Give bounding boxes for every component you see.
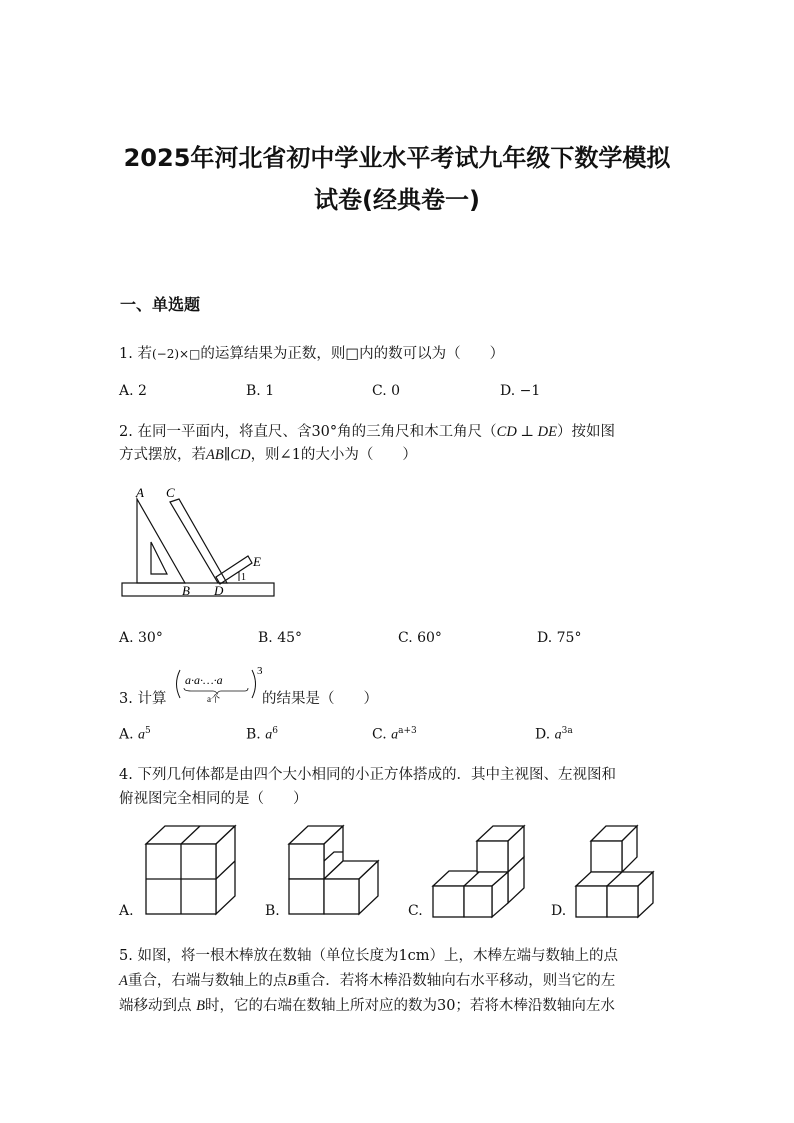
page-title: 2025年河北省初中学业水平考试九年级下数学模拟 <box>123 144 671 172</box>
q3-underbrace-label: a个 <box>207 694 220 704</box>
label-e: E <box>253 554 261 569</box>
label-b: B <box>182 583 190 598</box>
q1-option-c[interactable]: C. 0 <box>372 383 401 399</box>
triangle-shape <box>137 499 185 583</box>
q3-expression <box>171 664 267 708</box>
q1-option-a[interactable]: A. 2 <box>119 383 147 399</box>
q3-power: 3 <box>257 665 263 677</box>
q1-option-b[interactable]: B. 1 <box>246 383 275 399</box>
q4-option-b[interactable]: B. <box>265 903 280 919</box>
question-1-stem: 1. 若(−2)×□的运算结果为正数，则□内的数可以为（ ） <box>119 346 505 362</box>
question-5-line-2: A重合，右端与数轴上的点B重合．若将木棒沿数轴向右水平移动，则当它的左 <box>119 973 616 989</box>
question-4-line-1: 4. 下列几何体都是由四个大小相同的小正方体搭成的．其中主视图、左视图和 <box>119 767 616 783</box>
q3-option-c[interactable]: C. $a^{a+3}$ <box>372 726 417 743</box>
square-short-arm <box>216 556 252 584</box>
q3-option-a[interactable]: A. $a^5$ <box>119 726 151 743</box>
question-4-line-2: 俯视图完全相同的是（ ） <box>119 791 308 807</box>
q1-expression: (−2)×□ <box>151 347 201 361</box>
q3-suffix: 的结果是（ ） <box>262 691 378 707</box>
q4-figure-c <box>430 824 530 918</box>
question-2-line-2: 方式摆放，若AB∥CD，则∠1的大小为（ ） <box>119 447 417 463</box>
label-d: D <box>214 583 224 598</box>
page-subtitle: 试卷(经典卷一) <box>314 186 480 214</box>
q2-option-c[interactable]: C. 60° <box>398 630 442 646</box>
q4-figure-a <box>143 824 238 916</box>
q2-figure <box>118 484 278 600</box>
question-5-line-1: 5. 如图，将一根木棒放在数轴（单位长度为1cm）上，木棒左端与数轴上的点 <box>119 948 619 964</box>
q4-option-d[interactable]: D. <box>551 903 567 919</box>
ruler-shape <box>122 583 274 596</box>
q3-numerator: a·a·…·a <box>185 673 223 687</box>
q1-option-d[interactable]: D. −1 <box>500 383 541 399</box>
q4-option-a[interactable]: A. <box>119 903 134 919</box>
question-5-line-3: 端移动到点 B时，它的右端在数轴上所对应的数为30；若将木棒沿数轴向左水 <box>119 998 615 1014</box>
q4-figure-d <box>573 824 657 918</box>
q3-prefix: 3. 计算 <box>119 691 167 707</box>
label-c: C <box>166 485 175 500</box>
q2-option-d[interactable]: D. 75° <box>537 630 582 646</box>
q4-figure-b <box>286 824 381 916</box>
label-angle-1: 1 <box>241 572 246 583</box>
q4-option-c[interactable]: C. <box>408 903 423 919</box>
section-heading: 一、单选题 <box>120 295 201 314</box>
square-long-arm <box>170 499 227 583</box>
q2-option-a[interactable]: A. 30° <box>119 630 163 646</box>
q3-option-b[interactable]: B. $a^6$ <box>246 726 278 743</box>
question-2-line-1: 2. 在同一平面内，将直尺、含30°角的三角尺和木工角尺（CD ⊥ DE）按如图 <box>119 424 616 440</box>
q3-option-d[interactable]: D. $a^{3a}$ <box>535 726 573 743</box>
label-a: A <box>136 485 144 500</box>
q2-option-b[interactable]: B. 45° <box>258 630 303 646</box>
